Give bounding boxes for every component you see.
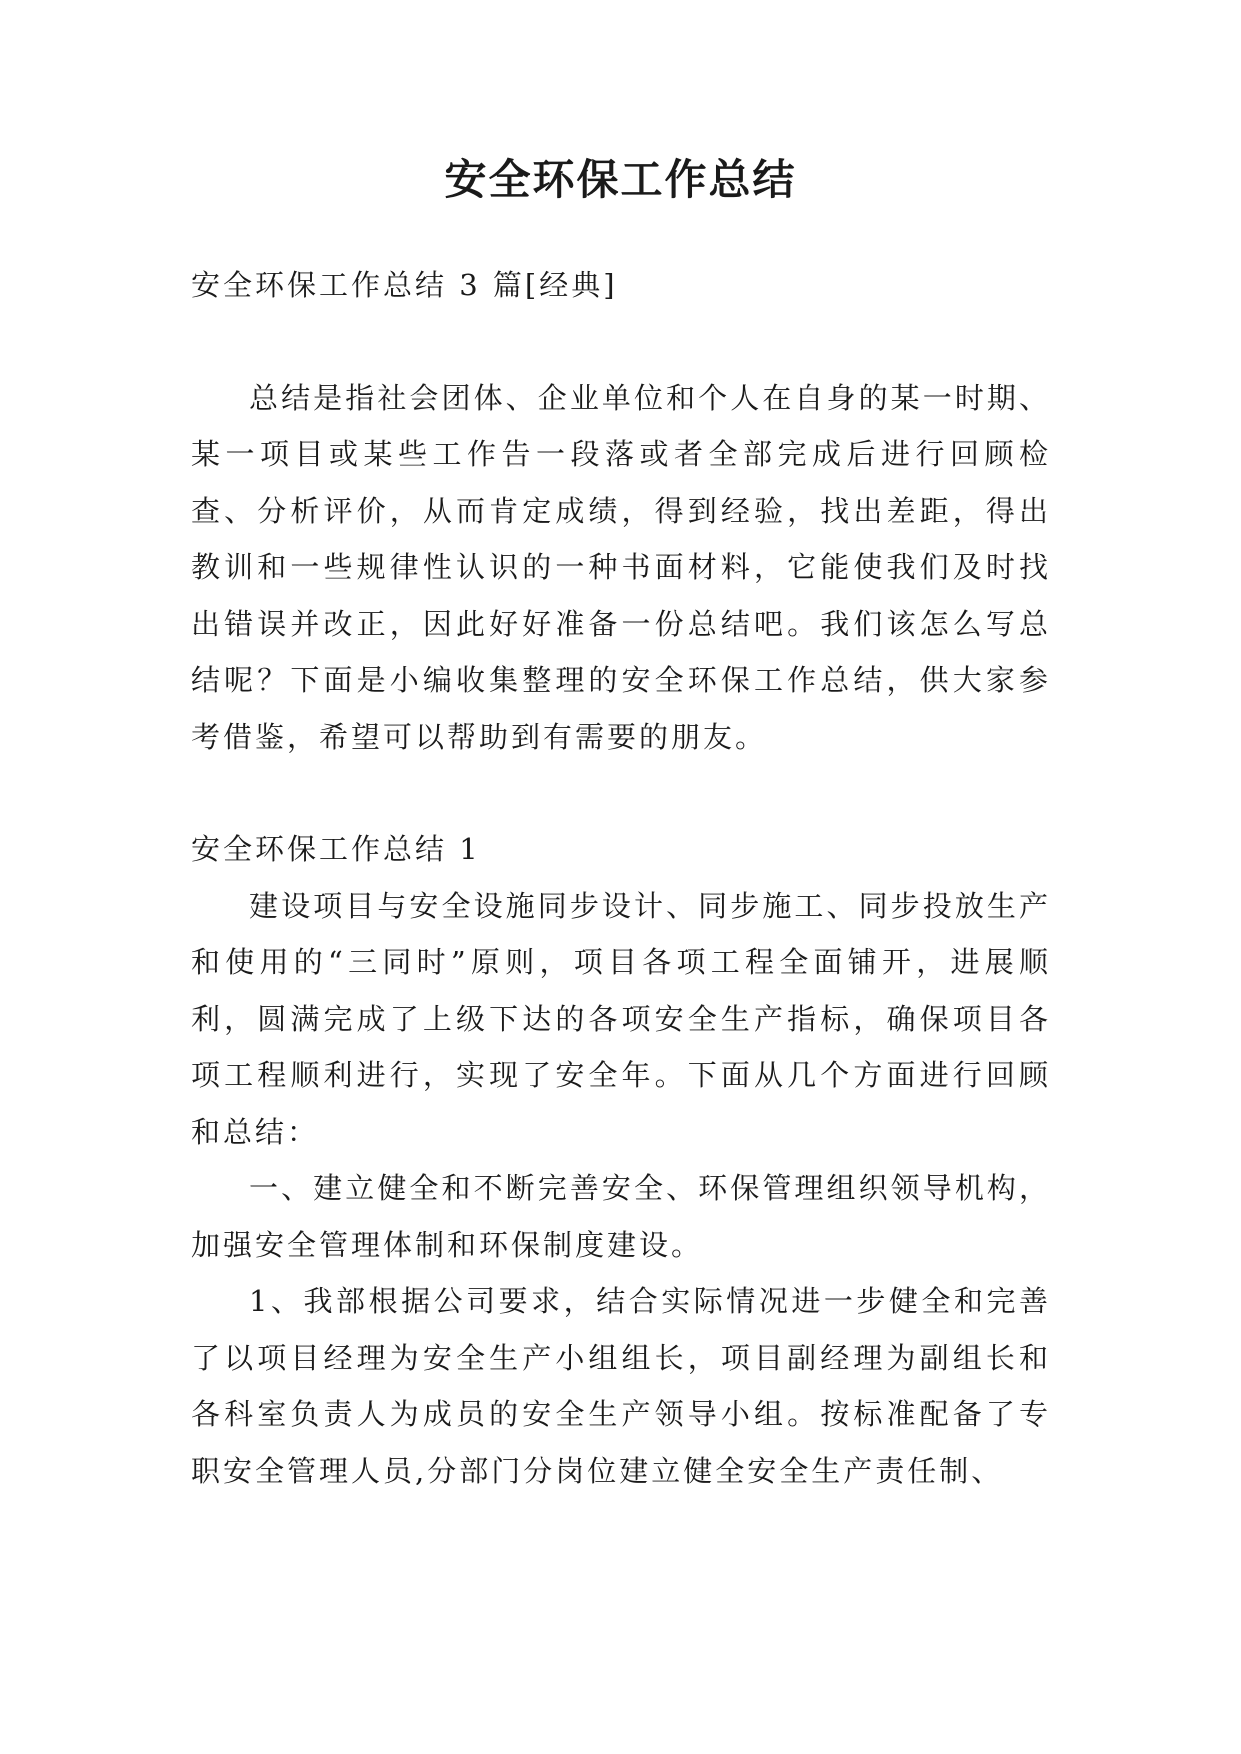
section-heading: 安全环保工作总结 1 <box>191 832 481 866</box>
document-body <box>191 257 1051 1499</box>
document-subtitle: 安全环保工作总结 3 篇[经典] <box>191 268 618 302</box>
intro-paragraph: 总结是指社会团体、企业单位和个人在自身的某一时期、某一项目或某些工作告一段落或者全部完成后进行回顾检查、分析评价，从而肯定成绩，得到经验，找出差距，得出教训和一些规律性认识的一种书面材料，它能使我们及时找出错误并改正，因此好好准备一份总结吧。我们该怎么写总结呢？下面是小编收集整理的安全环保工作总结，供大家参考借鉴，希望可以帮助到有需要的朋友。 <box>191 380 1051 754</box>
body-paragraph: 建设项目与安全设施同步设计、同步施工、同步投放生产和使用的“三同时”原则，项目各项工程全面铺开，进展顺利，圆满完成了上级下达的各项安全生产指标，确保项目各项工程顺利进行，实现了安全年。下面从几个方面进行回顾和总结： <box>191 888 1051 1149</box>
document-title: 安全环保工作总结 <box>444 155 797 204</box>
body-paragraph: 1、我部根据公司要求，结合实际情况进一步健全和完善了以项目经理为安全生产小组组长，项目副经理为副组长和各科室负责人为成员的安全生产领导小组。按标准配备了专职安全管理人员,分部门分岗位建立健全安全生产责任制、 <box>191 1284 1051 1488</box>
body-paragraph: 一、建立健全和不断完善安全、环保管理组织领导机构，加强安全管理体制和环保制度建设。 <box>191 1171 1051 1262</box>
